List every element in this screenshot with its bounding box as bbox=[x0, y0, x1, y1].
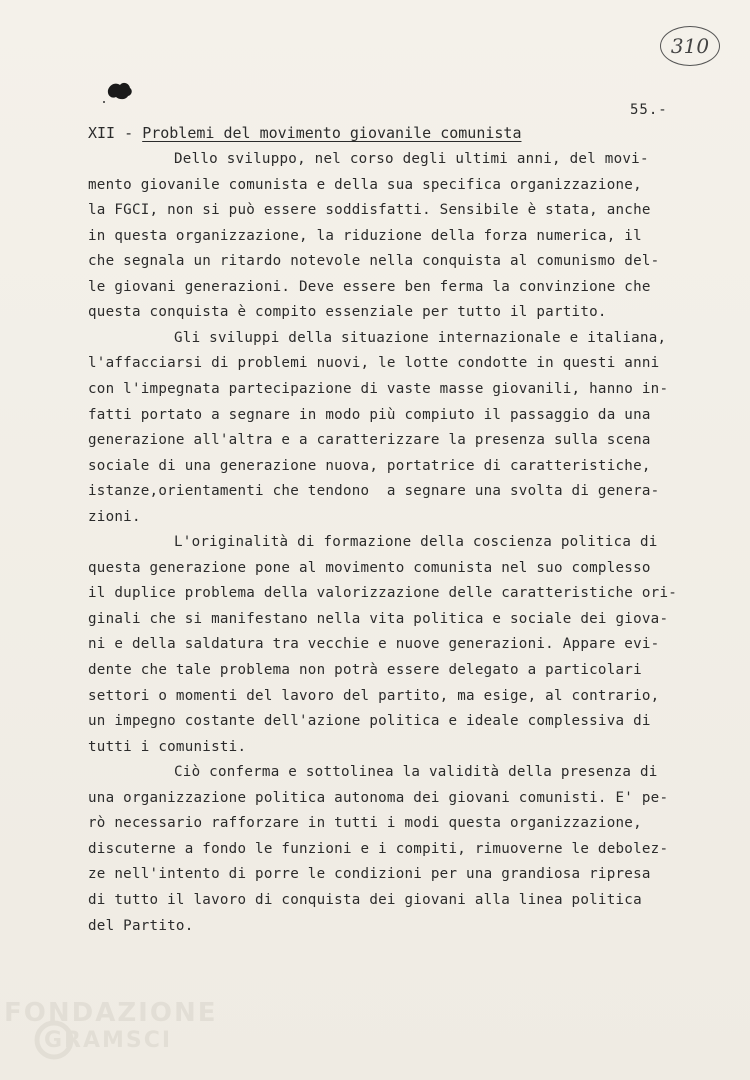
archive-number: 310 bbox=[670, 34, 710, 58]
text-line: mento giovanile comunista e della sua specifica organizzazione, bbox=[88, 176, 642, 193]
section-heading bbox=[88, 124, 521, 142]
page-number: 55.- bbox=[630, 102, 668, 118]
text-line: ginali che si manifestano nella vita politica e sociale dei giova- bbox=[88, 610, 669, 627]
text-line: L'originalità di formazione della coscienza politica di bbox=[174, 534, 658, 551]
ink-blot-icon bbox=[102, 78, 136, 108]
text-line: la FGCI, non si può essere soddisfatti. Sensibile è stata, anche bbox=[88, 202, 651, 219]
text-line: settori o momenti del lavoro del partito, ma esige, al contrario, bbox=[88, 687, 660, 704]
text-line: ni e della saldatura tra vecchie e nuove generazioni. Appare evi- bbox=[88, 636, 660, 653]
section-label: XII - bbox=[88, 124, 134, 142]
text-line: fatti portato a segnare in modo più compiuto il passaggio da una bbox=[88, 406, 651, 423]
text-line: zioni. bbox=[88, 508, 141, 525]
watermark-line2: GRAMSCI bbox=[44, 1028, 173, 1053]
text-line: questa conquista è compito essenziale per tutto il partito. bbox=[88, 304, 607, 321]
text-line: di tutto il lavoro di conquista dei giovani alla linea politica bbox=[88, 891, 642, 908]
section-title: Problemi del movimento giovanile comunista bbox=[142, 124, 522, 142]
watermark-line1: FONDAZIONE bbox=[4, 998, 218, 1028]
text-line: l'affacciarsi di problemi nuovi, le lotte condotte in questi anni bbox=[88, 355, 660, 372]
text-line: sociale di una generazione nuova, portatrice di caratteristiche, bbox=[88, 457, 651, 474]
text-line: dente che tale problema non potrà essere delegato a particolari bbox=[88, 662, 642, 678]
text-line: rò necessario rafforzare in tutti i modi questa organizzazione, bbox=[88, 815, 642, 832]
text-line: con l'impegnata partecipazione di vaste masse giovanili, hanno in- bbox=[88, 380, 669, 397]
text-line: Ciò conferma e sottolinea la validità della presenza di bbox=[174, 764, 658, 781]
text-line: discuterne a fondo le funzioni e i compiti, rimuoverne le debolez- bbox=[88, 840, 669, 857]
text-line: un impegno costante dell'azione politica e ideale complessiva di bbox=[88, 713, 651, 730]
text-line: in questa organizzazione, la riduzione della forza numerica, il bbox=[88, 227, 642, 244]
text-line: una organizzazione politica autonoma dei giovani comunisti. E' pe- bbox=[88, 789, 669, 806]
text-line: Gli sviluppi della situazione internazionale e italiana, bbox=[174, 329, 667, 346]
text-line: Dello sviluppo, nel corso degli ultimi anni, del movi- bbox=[174, 151, 649, 167]
text-line: ze nell'intento di porre le condizioni per una grandiosa ripresa bbox=[88, 866, 651, 883]
archive-number-stamp bbox=[660, 26, 720, 66]
text-line: generazione all'altra e a caratterizzare la presenza sulla scena bbox=[88, 432, 651, 449]
text-line: del Partito. bbox=[88, 917, 194, 934]
watermark bbox=[4, 998, 264, 1078]
text-line: il duplice problema della valorizzazione delle caratteristiche ori- bbox=[88, 585, 678, 602]
text-line: istanze,orientamenti che tendono a segnare una svolta di genera- bbox=[88, 483, 660, 500]
text-line: le giovani generazioni. Deve essere ben ferma la convinzione che bbox=[88, 278, 651, 295]
text-line: tutti i comunisti. bbox=[88, 738, 247, 755]
text-line: questa generazione pone al movimento comunista nel suo complesso bbox=[88, 559, 651, 576]
text-line: che segnala un ritardo notevole nella conquista al comunismo del- bbox=[88, 253, 660, 270]
